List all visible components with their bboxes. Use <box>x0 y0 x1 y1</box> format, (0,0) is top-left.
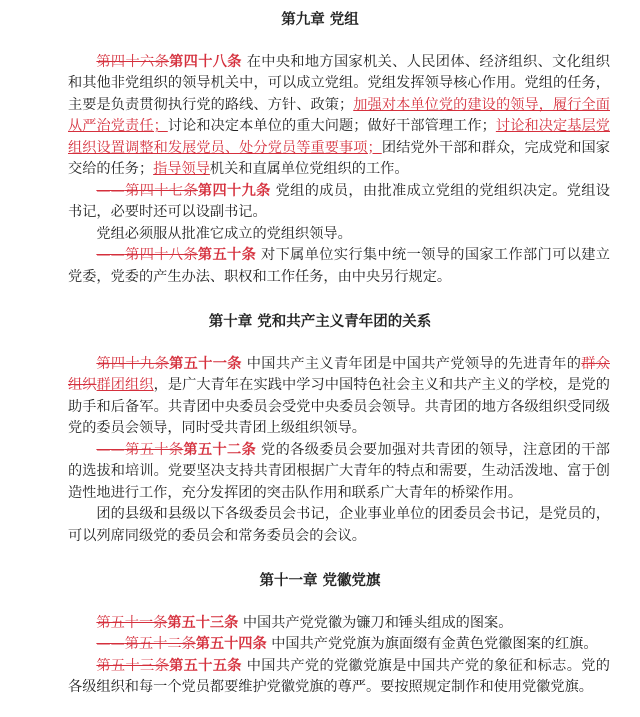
new-article-number: 第五十五条 <box>169 657 242 674</box>
article-54: ——第五十二条第五十四条 中国共产党党旗为旗面缀有金黄色党徽图案的红旗。 <box>96 636 598 652</box>
new-article-number: 第五十二条 <box>183 441 257 458</box>
new-article-number: 第五十三条 <box>167 614 239 631</box>
deleted-article-number: ——第四十八条 <box>96 247 198 263</box>
inserted-text: 加强对本单位党的建设的领导，履行全面从严治党责任； <box>68 96 610 134</box>
new-article-number: 第四十八条 <box>169 53 242 70</box>
article-52-paragraph-2: 团的县级和县级以下各级委员会书记，企业事业单位的团委员会书记，是党员的，可以列席同级党的委员会和常务委员会的会议。 <box>68 506 610 544</box>
article-50: ——第四十八条第五十条 对下属单位实行集中统一领导的国家工作部门可以建立党委，党委的产生办法、职权和工作任务，由中央另行规定。 <box>68 247 610 285</box>
inserted-text: 指导领导 <box>153 161 210 177</box>
deleted-text: 群众组织 <box>68 355 610 393</box>
deleted-article-number: 第五十三条 <box>96 657 170 674</box>
new-article-number: 第五十条 <box>197 247 257 263</box>
deleted-article-number: ——第四十七条 <box>96 182 198 199</box>
article-49: ——第四十七条第四十九条 党组的成员，由批准成立党组的党组织决定。党组设书记，必要时还可以设副书记。 <box>68 182 610 220</box>
chapter-10-title: 第十章 党和共产主义青年团的关系 <box>208 314 432 330</box>
inserted-text: 讨论和决定基层党组织设置调整和发展党员、处分党员等重要事项； <box>68 118 610 156</box>
new-article-number: 第四十九条 <box>197 182 271 199</box>
article-55: 第五十三条第五十五条 中国共产党的党徽党旗是中国共产党的象征和标志。党的各级组织和每一个党员都要维护党徽党旗的尊严。要按照规定制作和使用党徽党旗。 <box>68 657 610 695</box>
article-49-paragraph-2: 党组必须服从批准它成立的党组织领导。 <box>96 225 352 242</box>
chapter-11-title: 第十一章 党徽党旗 <box>259 573 381 589</box>
new-article-number: 第五十一条 <box>169 355 242 372</box>
deleted-article-number: ——第五十二条 <box>96 636 196 652</box>
deleted-article-number: 第四十九条 <box>96 355 170 372</box>
inserted-text: 群团组织 <box>96 377 154 393</box>
article-53: 第五十一条第五十三条 中国共产党党徽为镰刀和锤头组成的图案。 <box>96 614 513 631</box>
new-article-number: 第五十四条 <box>195 636 267 652</box>
deleted-article-number: ——第五十条 <box>96 441 184 458</box>
article-48: 第四十六条第四十八条 在中央和地方国家机关、人民团体、经济组织、文化组织和其他非党组织的领导机关中，可以成立党组。党组发挥领导核心作用。党组的任务，主要是负责贯彻执行党的路线、方针、政策；加强对本单位党的建设的领导，履行全面从严治党责任；讨论和决定本单位的重大问题；做好干部管理工作；讨论和决定基层党组织设置调整和发展党员、处分党员等重要事项；团结党外干部和群众，完成党和国家交给的任务；指导领导机关和直属单位党组织的工作。 <box>68 53 610 177</box>
chapter-9-title: 第九章 党组 <box>281 12 359 28</box>
deleted-article-number: 第五十一条 <box>96 614 168 631</box>
deleted-article-number: 第四十六条 <box>96 53 170 70</box>
article-51: 第四十九条第五十一条 中国共产主义青年团是中国共产党领导的先进青年的群众组织群团组织，是广大青年在实践中学习中国特色社会主义和共产主义的学校，是党的助手和后备军。共青团中央委员会受党中央委员会领导。共青团的地方各级组织受同级党的委员会领导，同时受共青团上级组织领导。 <box>68 355 610 436</box>
article-52: ——第五十条第五十二条 党的各级委员会要加强对共青团的领导，注意团的干部的选拔和培训。党要坚决支持共青团根据广大青年的特点和需要，生动活泼地、富于创造性地进行工作，充分发挥团的突击队作用和联系广大青年的桥梁作用。 <box>68 441 610 501</box>
